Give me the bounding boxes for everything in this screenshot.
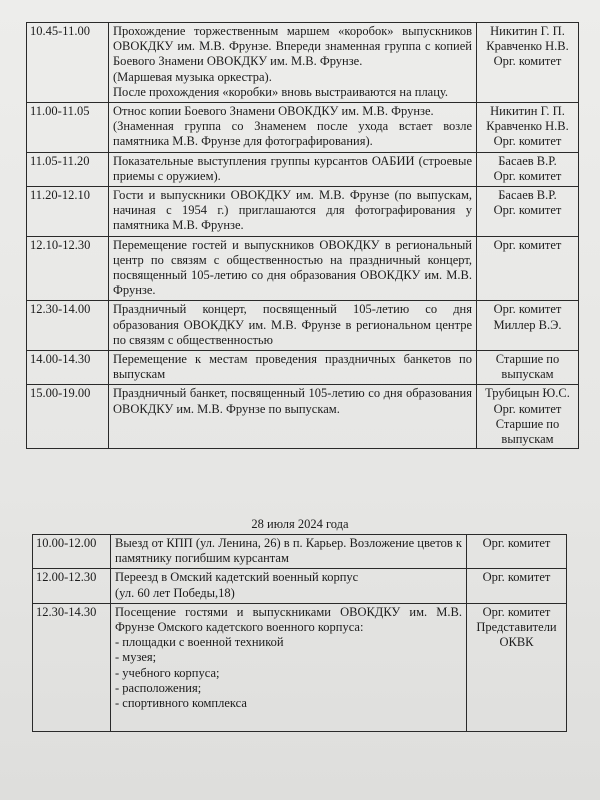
event-text: После прохождения «коробки» вновь выстраиваются на плацу. [113,84,449,99]
event-cell [109,23,477,103]
time-cell: 11.00-11.05 [27,103,109,153]
table-row [27,301,579,351]
responsible-cell [477,385,579,449]
table-row [27,103,579,153]
event-text: Посещение гостями и выпускниками ОВОКДКУ им. М.В. Фрунзе Омского кадетского военного корпуса: [115,604,462,635]
time-cell: 10.00-12.00 [33,535,111,569]
responsible-text: Орг. комитет [493,302,562,317]
responsible-cell [477,351,579,385]
schedule-table-day1 [26,22,579,449]
responsible-text: Никитин Г. П. [490,104,565,119]
responsible-text: Старшие по выпускам [495,416,560,447]
event-text: (Маршевая музыка оркестра). [113,69,272,84]
event-text: Выезд от КПП (ул. Ленина, 26) в п. Карьер. Возложение цветов к памятнику погибшим курсантам [115,536,462,566]
responsible-text: Орг. комитет [493,168,562,183]
event-text: Показательные выступления группы курсантов ОАБИИ (строевые приемы с оружием). [113,153,472,183]
responsible-cell [477,152,579,186]
time-cell: 15.00-19.00 [27,385,109,449]
responsible-cell [467,603,567,731]
responsible-text: Кравченко Н.В. [486,119,569,134]
responsible-text: Басаев В.Р. [498,153,557,168]
table-row [33,535,567,569]
time-cell: 14.00-14.30 [27,351,109,385]
responsible-text: Басаев В.Р. [498,188,557,203]
responsible-cell [467,535,567,569]
responsible-text: Никитин Г. П. [490,24,565,38]
responsible-text: Орг. комитет [493,401,562,416]
event-cell [109,301,477,351]
table-row [33,603,567,731]
responsible-cell [477,236,579,301]
list-item: - площадки с военной техникой [115,635,284,650]
event-cell [111,569,467,603]
event-text: Относ копии Боевого Знамени ОВОКДКУ им. М.В. Фрунзе. [113,104,434,119]
time-cell: 11.05-11.20 [27,152,109,186]
list-item: - музея; [115,650,157,665]
responsible-text: Кравченко Н.В. [486,39,569,54]
list-item: - расположения; [115,680,202,695]
schedule-table-day2 [32,534,567,732]
responsible-cell [477,23,579,103]
table-row [27,23,579,103]
table-row [27,152,579,186]
date-heading: 28 июля 2024 года [251,517,349,531]
event-text: Гости и выпускники ОВОКДКУ им. М.В. Фрунзе (по выпускам, начиная с 1954 г.) приглашаются для фотографирования у памятника М.В. Фрунзе. [113,188,472,233]
time-cell: 10.45-11.00 [27,23,109,103]
responsible-cell [477,187,579,237]
event-text: Переезд в Омский кадетский военный корпус [115,570,359,585]
time-cell: 12.30-14.30 [33,603,111,731]
event-text: (Знаменная группа со Знаменем после ухода встает возле памятника М.В. Фрунзе для фотографирования). [113,119,472,149]
responsible-text: ОКВК [499,635,534,650]
responsible-text: Старшие по выпускам [495,352,560,382]
responsible-text: Орг. комитет [493,54,562,69]
time-cell: 12.10-12.30 [27,236,109,301]
responsible-cell [467,569,567,603]
event-text: Перемещение к местам проведения праздничных банкетов по выпускам [113,352,472,382]
event-cell [109,152,477,186]
time-cell: 12.00-12.30 [33,569,111,603]
list-item: - учебного корпуса; [115,665,220,680]
responsible-text: Орг. комитет [493,203,562,218]
table-row [33,569,567,603]
event-cell [109,351,477,385]
responsible-text: Орг. комитет [493,237,562,252]
event-cell [111,535,467,569]
table-row [27,351,579,385]
responsible-cell [477,301,579,351]
list-item: - спортивного комплекса [115,696,247,711]
event-text: Перемещение гостей и выпускников ОВОКДКУ в региональный центр по связям с общественностью на праздничный концерт, посвященный 105-летию со дня образования ОВОКДКУ им. М.В. Фрунзе. [113,237,472,298]
table-row [27,187,579,237]
responsible-text: Орг. комитет [482,536,551,550]
responsible-text: Представители [476,620,557,635]
event-text: (ул. 60 лет Победы,18) [115,585,235,600]
event-cell [109,385,477,449]
event-text: Праздничный концерт, посвященный 105-летию со дня образования ОВОКДКУ им. М.В. Фрунзе в региональном центре по связям с общественностью [113,302,472,347]
event-cell [109,187,477,237]
event-cell [111,603,467,731]
table-row [27,385,579,449]
event-cell [109,103,477,153]
responsible-cell [477,103,579,153]
event-text: Прохождение торжественным маршем «коробок» выпускников ОВОКДКУ им. М.В. Фрунзе. Впереди знаменная группа с копией Боевого Знамени ОВОКДКУ им. М.В. Фрунзе. [113,24,472,69]
event-text: Праздничный банкет, посвященный 105-летию со дня образования ОВОКДКУ им. М.В. Фрунзе по выпускам. [113,386,472,416]
event-cell [109,236,477,301]
responsible-text: Орг. комитет [482,570,551,585]
responsible-text: Орг. комитет [482,604,551,619]
time-cell: 11.20-12.10 [27,187,109,237]
time-cell: 12.30-14.00 [27,301,109,351]
table-row [27,236,579,301]
responsible-text: Трубицын Ю.С. [485,386,570,401]
responsible-text: Орг. комитет [493,134,562,149]
responsible-text: Миллер В.Э. [493,317,562,332]
